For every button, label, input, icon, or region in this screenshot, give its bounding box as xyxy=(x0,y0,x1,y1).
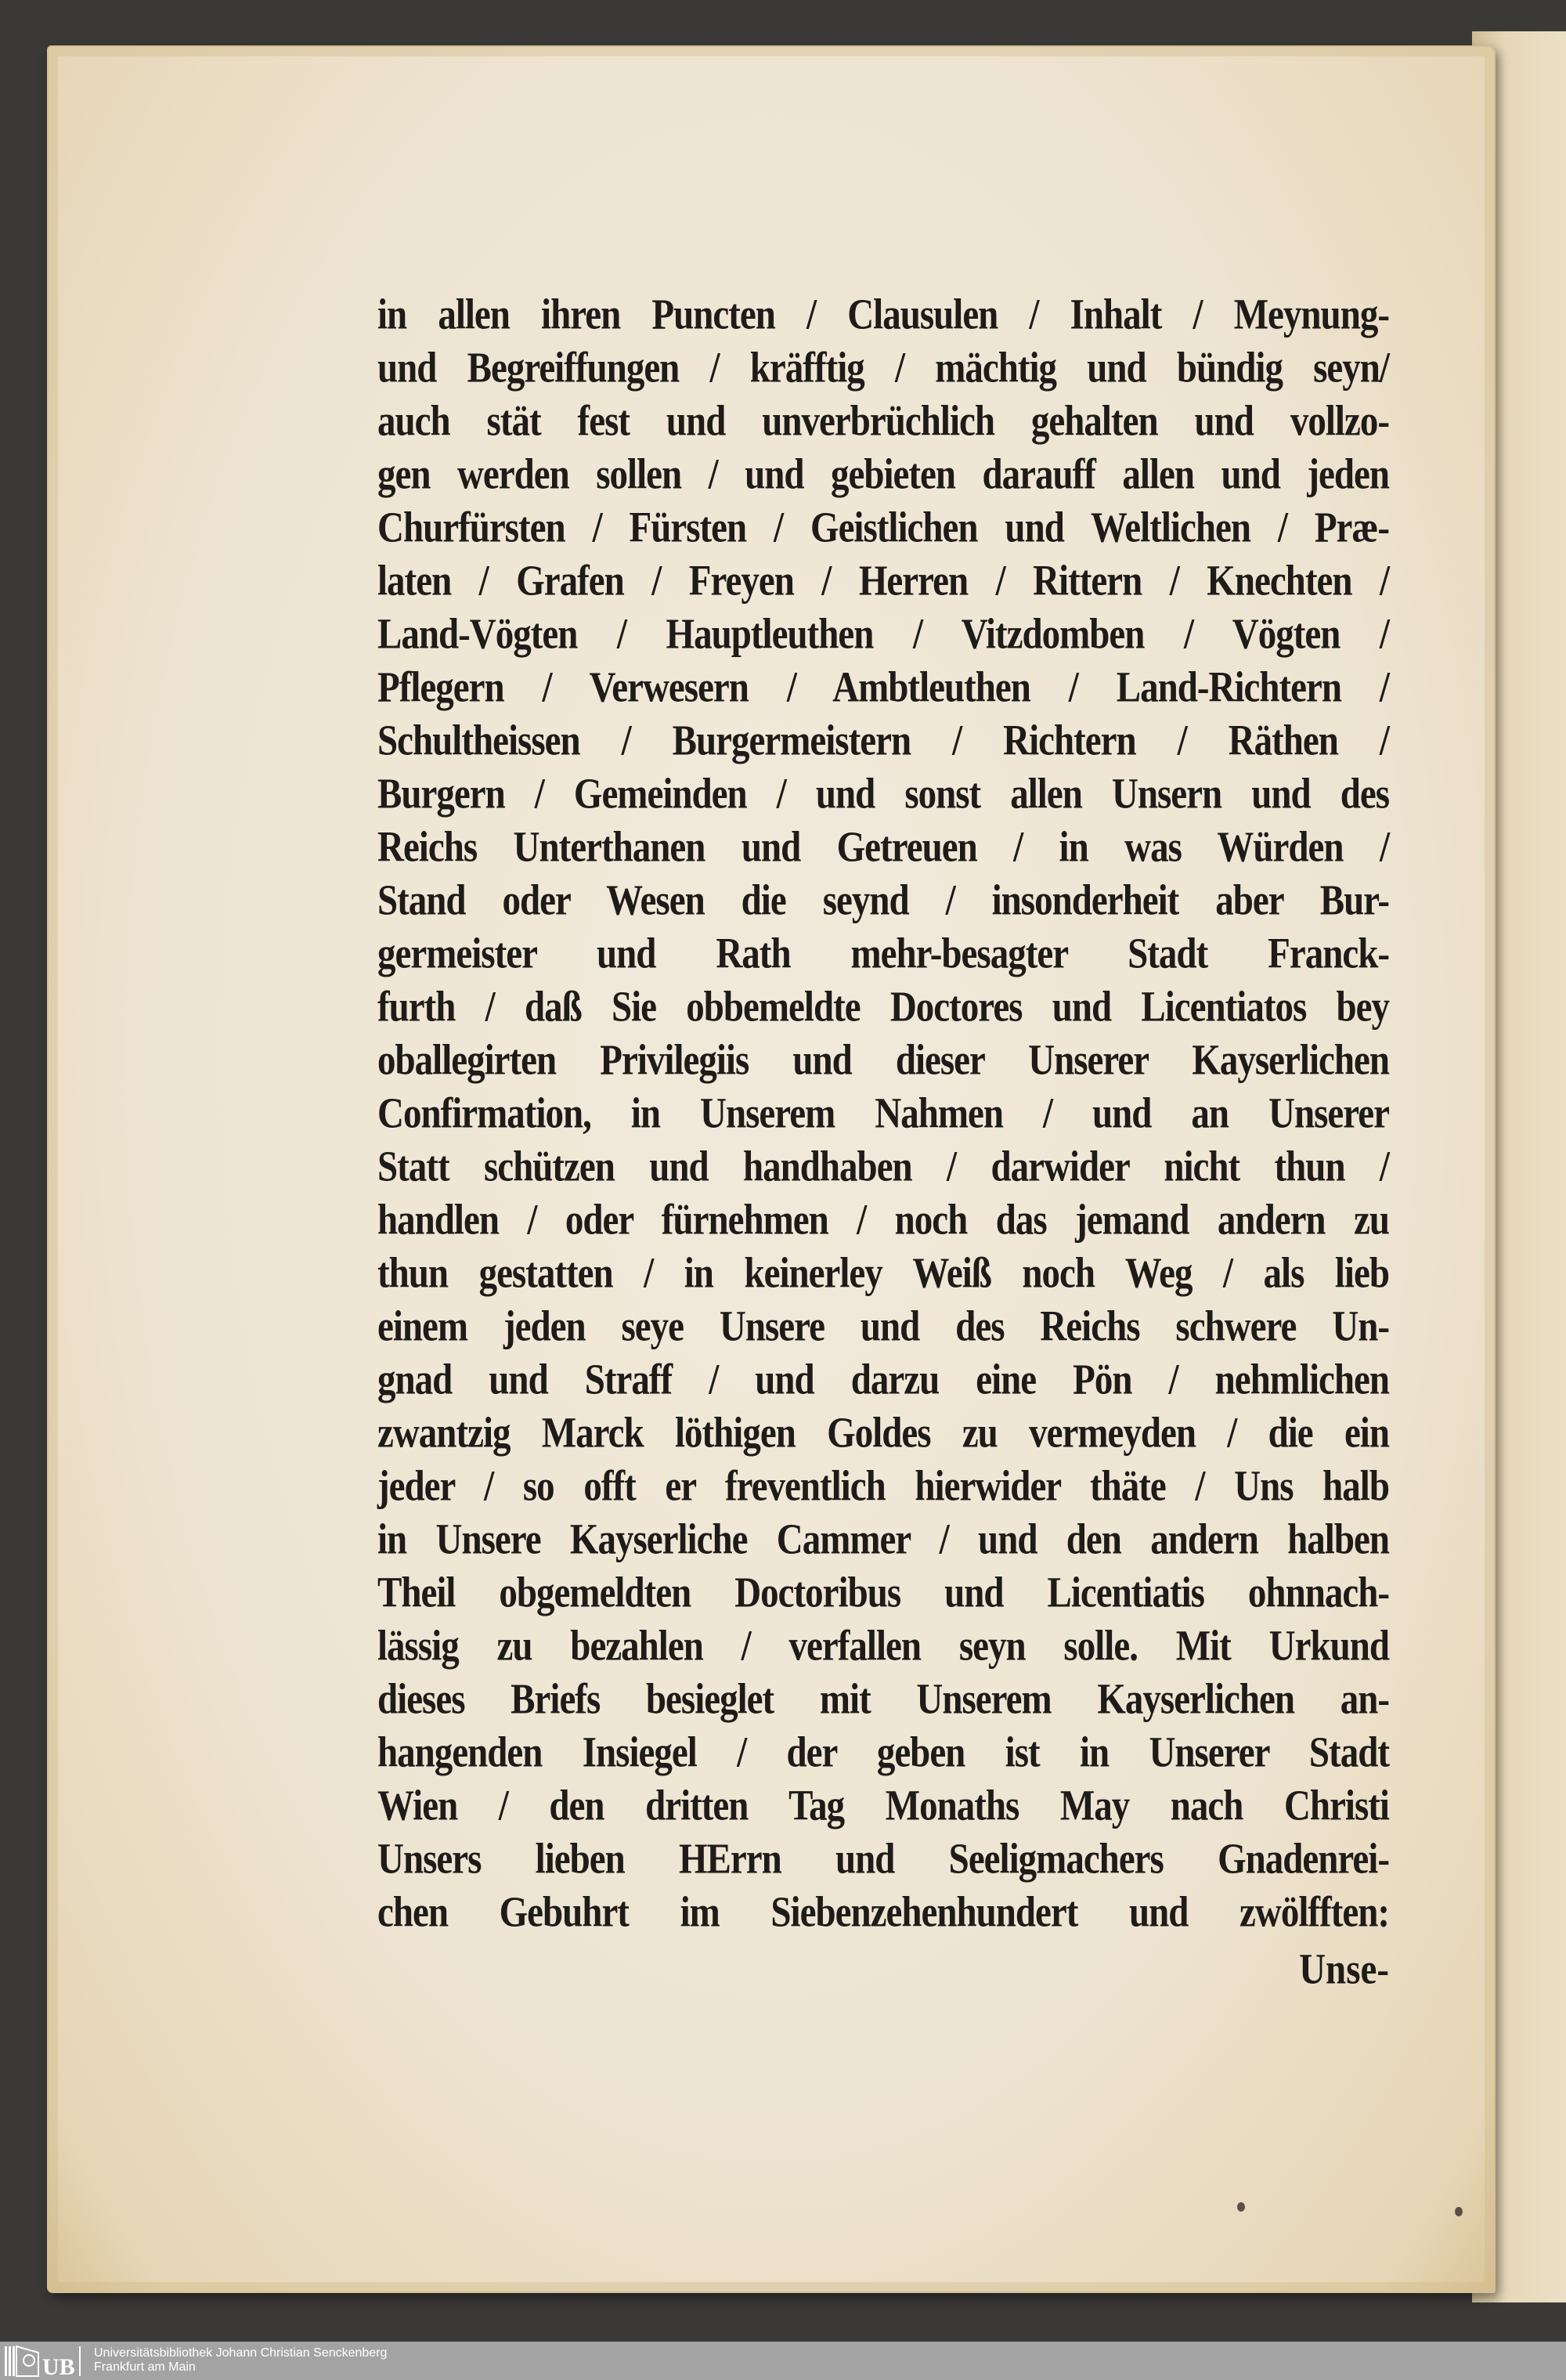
ub-logo-icon xyxy=(3,2343,81,2378)
institution-name: Universitätsbibliothek Johann Christian Senckenberg xyxy=(94,2346,388,2360)
text-line: handlen / oder fürnehmen / noch das jemand andern zu xyxy=(377,1196,1389,1244)
text-line: furth / daß Sie obbemeldte Doctores und Licentiatos bey xyxy=(377,983,1389,1031)
text-line: chen Gebuhrt im Siebenzehenhundert und zwölfften: xyxy=(377,1888,1389,1937)
text-line: zwantzig Marck löthigen Goldes zu vermeyden / die ein xyxy=(377,1409,1389,1457)
text-line: in allen ihren Puncten / Clausulen / Inhalt / Meynung- xyxy=(377,291,1389,339)
text-line: und Begreiffungen / kräfftig / mächtig und bündig seyn/ xyxy=(377,344,1389,392)
text-line: Theil obgemeldten Doctoribus und Licentiatis ohnnach- xyxy=(377,1569,1389,1617)
text-line: Schultheissen / Burgermeistern / Richtern / Räthen / xyxy=(377,717,1389,765)
paper-spot xyxy=(1237,2202,1245,2212)
text-line: hangenden Insiegel / der geben ist in Unserer Stadt xyxy=(377,1728,1389,1777)
text-line: Unsers lieben HErrn und Seeligmachers Gnadenrei- xyxy=(377,1835,1389,1883)
text-line: thun gestatten / in keinerley Weiß noch Weg / als lieb xyxy=(377,1249,1389,1298)
text-line: Churfürsten / Fürsten / Geistlichen und Weltlichen / Præ- xyxy=(377,504,1389,552)
text-line: jeder / so offt er freventlich hierwider thäte / Uns halb xyxy=(377,1462,1389,1511)
text-line: Land-Vögten / Hauptleuthen / Vitzdomben / Vögten / xyxy=(377,610,1389,659)
svg-text:UB: UB xyxy=(42,2354,75,2378)
text-line: germeister und Rath mehr-besagter Stadt Franck- xyxy=(377,930,1389,978)
text-line: gen werden sollen / und gebieten darauff allen und jeden xyxy=(377,450,1389,499)
text-line: Stand oder Wesen die seynd / insonderheit aber Bur- xyxy=(377,876,1389,925)
text-line: dieses Briefs besieglet mit Unserem Kayserlichen an- xyxy=(377,1675,1389,1724)
text-line: Wien / den dritten Tag Monaths May nach Christi xyxy=(377,1782,1389,1830)
text-line: Reichs Unterthanen und Getreuen / in was Würden / xyxy=(377,823,1389,872)
text-line: in Unsere Kayserliche Cammer / und den andern halben xyxy=(377,1515,1389,1564)
text-line: Burgern / Gemeinden / und sonst allen Unsern und des xyxy=(377,770,1389,818)
text-line: einem jeden seye Unsere und des Reichs schwere Un- xyxy=(377,1302,1389,1351)
text-line: Confirmation, in Unserem Nahmen / und an Unserer xyxy=(377,1089,1389,1138)
body-text xyxy=(377,288,1389,1939)
paper-spot xyxy=(1455,2207,1463,2216)
text-line: lässig zu bezahlen / verfallen seyn solle. Mit Urkund xyxy=(377,1622,1389,1670)
catchword: Unse- xyxy=(1299,1945,1389,1994)
text-line: laten / Grafen / Freyen / Herren / Rittern / Knechten / xyxy=(377,557,1389,605)
text-line: gnad und Straff / und darzu eine Pön / nehmlichen xyxy=(377,1356,1389,1404)
footer-bar xyxy=(0,2342,1566,2380)
text-line: auch stät fest und unverbrüchlich gehalten und vollzo- xyxy=(377,397,1389,446)
text-line: oballegirten Privilegiis und dieser Unserer Kayserlichen xyxy=(377,1036,1389,1085)
text-line: Pflegern / Verwesern / Ambtleuthen / Land-Richtern / xyxy=(377,663,1389,712)
text-line: Statt schützen und handhaben / darwider nicht thun / xyxy=(377,1143,1389,1191)
institution-city: Frankfurt am Main xyxy=(94,2360,196,2374)
